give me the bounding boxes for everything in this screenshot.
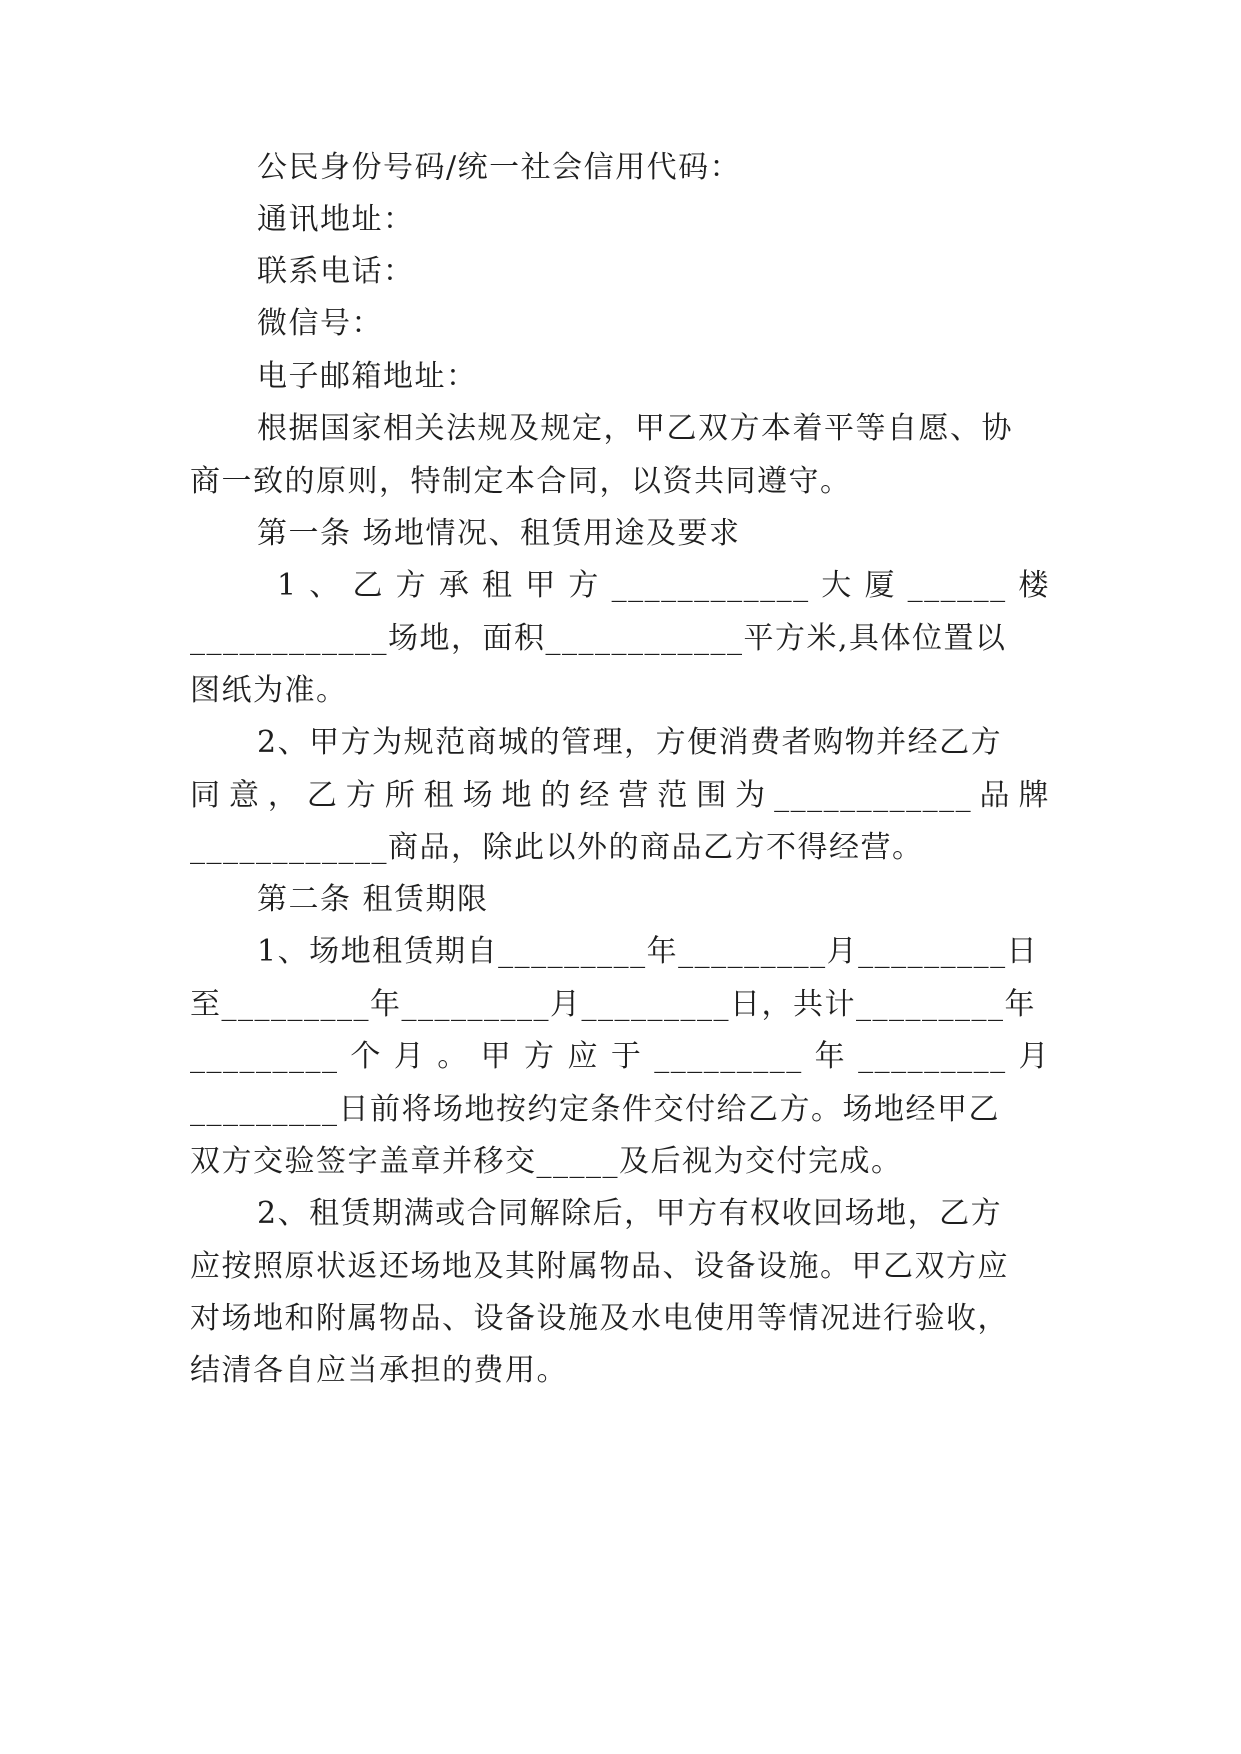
text-segment: 乙 (352, 568, 384, 603)
clause-2-1-line-4: _________日前将场地按约定条件交付给乙方。场地经甲乙 (190, 1092, 1000, 1127)
clause-1-1-line-2: ____________场地，面积____________平方米,具体位置以 (190, 621, 1007, 656)
text-segment: 甲 (480, 1039, 513, 1074)
text-segment: 乙 (306, 778, 339, 813)
text-segment: 为 (735, 778, 767, 813)
text-segment: 同 (190, 778, 222, 813)
clause-2-1-line-1: 1、场地租赁期自_________年_________月_________日 (257, 934, 1039, 969)
text-segment: 方 (345, 778, 378, 813)
text-segment: 品 (979, 778, 1011, 813)
blank-field: ____________ (774, 778, 973, 813)
text-segment: 的 (540, 778, 572, 813)
clause-2-2-line-3: 对场地和附属物品、设备设施及水电使用等情况进行验收， (190, 1301, 1009, 1336)
clause-2-2-line-2: 应按照原状返还场地及其附属物品、设备设施。甲乙双方应 (190, 1249, 1009, 1284)
text-segment: 方 (395, 568, 428, 603)
blank-field: ______ (907, 568, 1007, 603)
text-segment: 场 (462, 778, 495, 813)
text-segment: 营 (618, 778, 650, 813)
text-segment: 所 (384, 778, 417, 813)
text-segment: ， (267, 778, 300, 813)
phone-label: 联系电话： (257, 254, 415, 289)
text-segment: 大 (821, 568, 853, 603)
text-segment: 租 (423, 778, 456, 813)
text-segment: 围 (696, 778, 728, 813)
text-segment: 地 (501, 778, 533, 813)
text-segment: 范 (657, 778, 689, 813)
text-segment: 月 (1018, 1039, 1050, 1074)
text-segment: 于 (610, 1039, 643, 1074)
id-number-label: 公民身份号码/统一社会信用代码： (257, 150, 742, 185)
article-2-heading: 第二条 租赁期限 (257, 882, 489, 917)
clause-1-2-line-2 (190, 776, 1050, 816)
clause-1-2-line-3: ____________商品，除此以外的商品乙方不得经营。 (190, 830, 924, 865)
text-segment: 牌 (1018, 778, 1050, 813)
blank-field: ____________ (611, 568, 810, 603)
text-segment: 意 (228, 778, 261, 813)
text-segment: 个 (350, 1039, 382, 1074)
text-segment: 方 (568, 568, 600, 603)
text-segment: 、 (309, 568, 341, 603)
text-segment: 应 (567, 1039, 599, 1074)
clause-2-2-line-1: 2、租赁期满或合同解除后，甲方有权收回场地，乙方 (257, 1196, 1003, 1231)
preamble-line-2: 商一致的原则，特制定本合同，以资共同遵守。 (190, 464, 852, 499)
text-segment: 租 (482, 568, 514, 603)
text-segment: 方 (524, 1039, 556, 1074)
text-segment: 。 (437, 1039, 469, 1074)
blank-field: _________ (654, 1039, 803, 1074)
clause-1-2-line-1: 2、甲方为规范商城的管理，方便消费者购物并经乙方 (257, 725, 1003, 760)
email-label: 电子邮箱地址： (257, 359, 478, 394)
wechat-label: 微信号： (257, 306, 383, 341)
blank-field: _________ (858, 1039, 1007, 1074)
blank-field: _________ (190, 1039, 339, 1074)
text-segment: 月 (393, 1039, 426, 1074)
text-segment: 甲 (525, 568, 557, 603)
clause-1-1-line-3: 图纸为准。 (190, 673, 348, 708)
text-segment: 经 (579, 778, 611, 813)
clause-2-1-line-2: 至_________年_________月_________日，共计_________年 (190, 987, 1036, 1022)
clause-1-1-line-1 (277, 566, 1050, 606)
text-segment: 楼 (1018, 568, 1050, 603)
clause-2-1-line-5: 双方交验签字盖章并移交_____及后视为交付完成。 (190, 1144, 903, 1179)
text-segment: 承 (438, 568, 471, 603)
preamble-line-1: 根据国家相关法规及规定，甲乙双方本着平等自愿、协 (257, 411, 1013, 446)
text-segment: 厦 (864, 568, 896, 603)
text-segment: 年 (814, 1039, 847, 1074)
clause-2-1-line-3 (190, 1037, 1050, 1077)
address-label: 通讯地址： (257, 202, 415, 237)
clause-2-2-line-4: 结清各自应当承担的费用。 (190, 1353, 568, 1388)
text-segment: 1 (277, 568, 298, 603)
article-1-heading: 第一条 场地情况、租赁用途及要求 (257, 516, 741, 551)
